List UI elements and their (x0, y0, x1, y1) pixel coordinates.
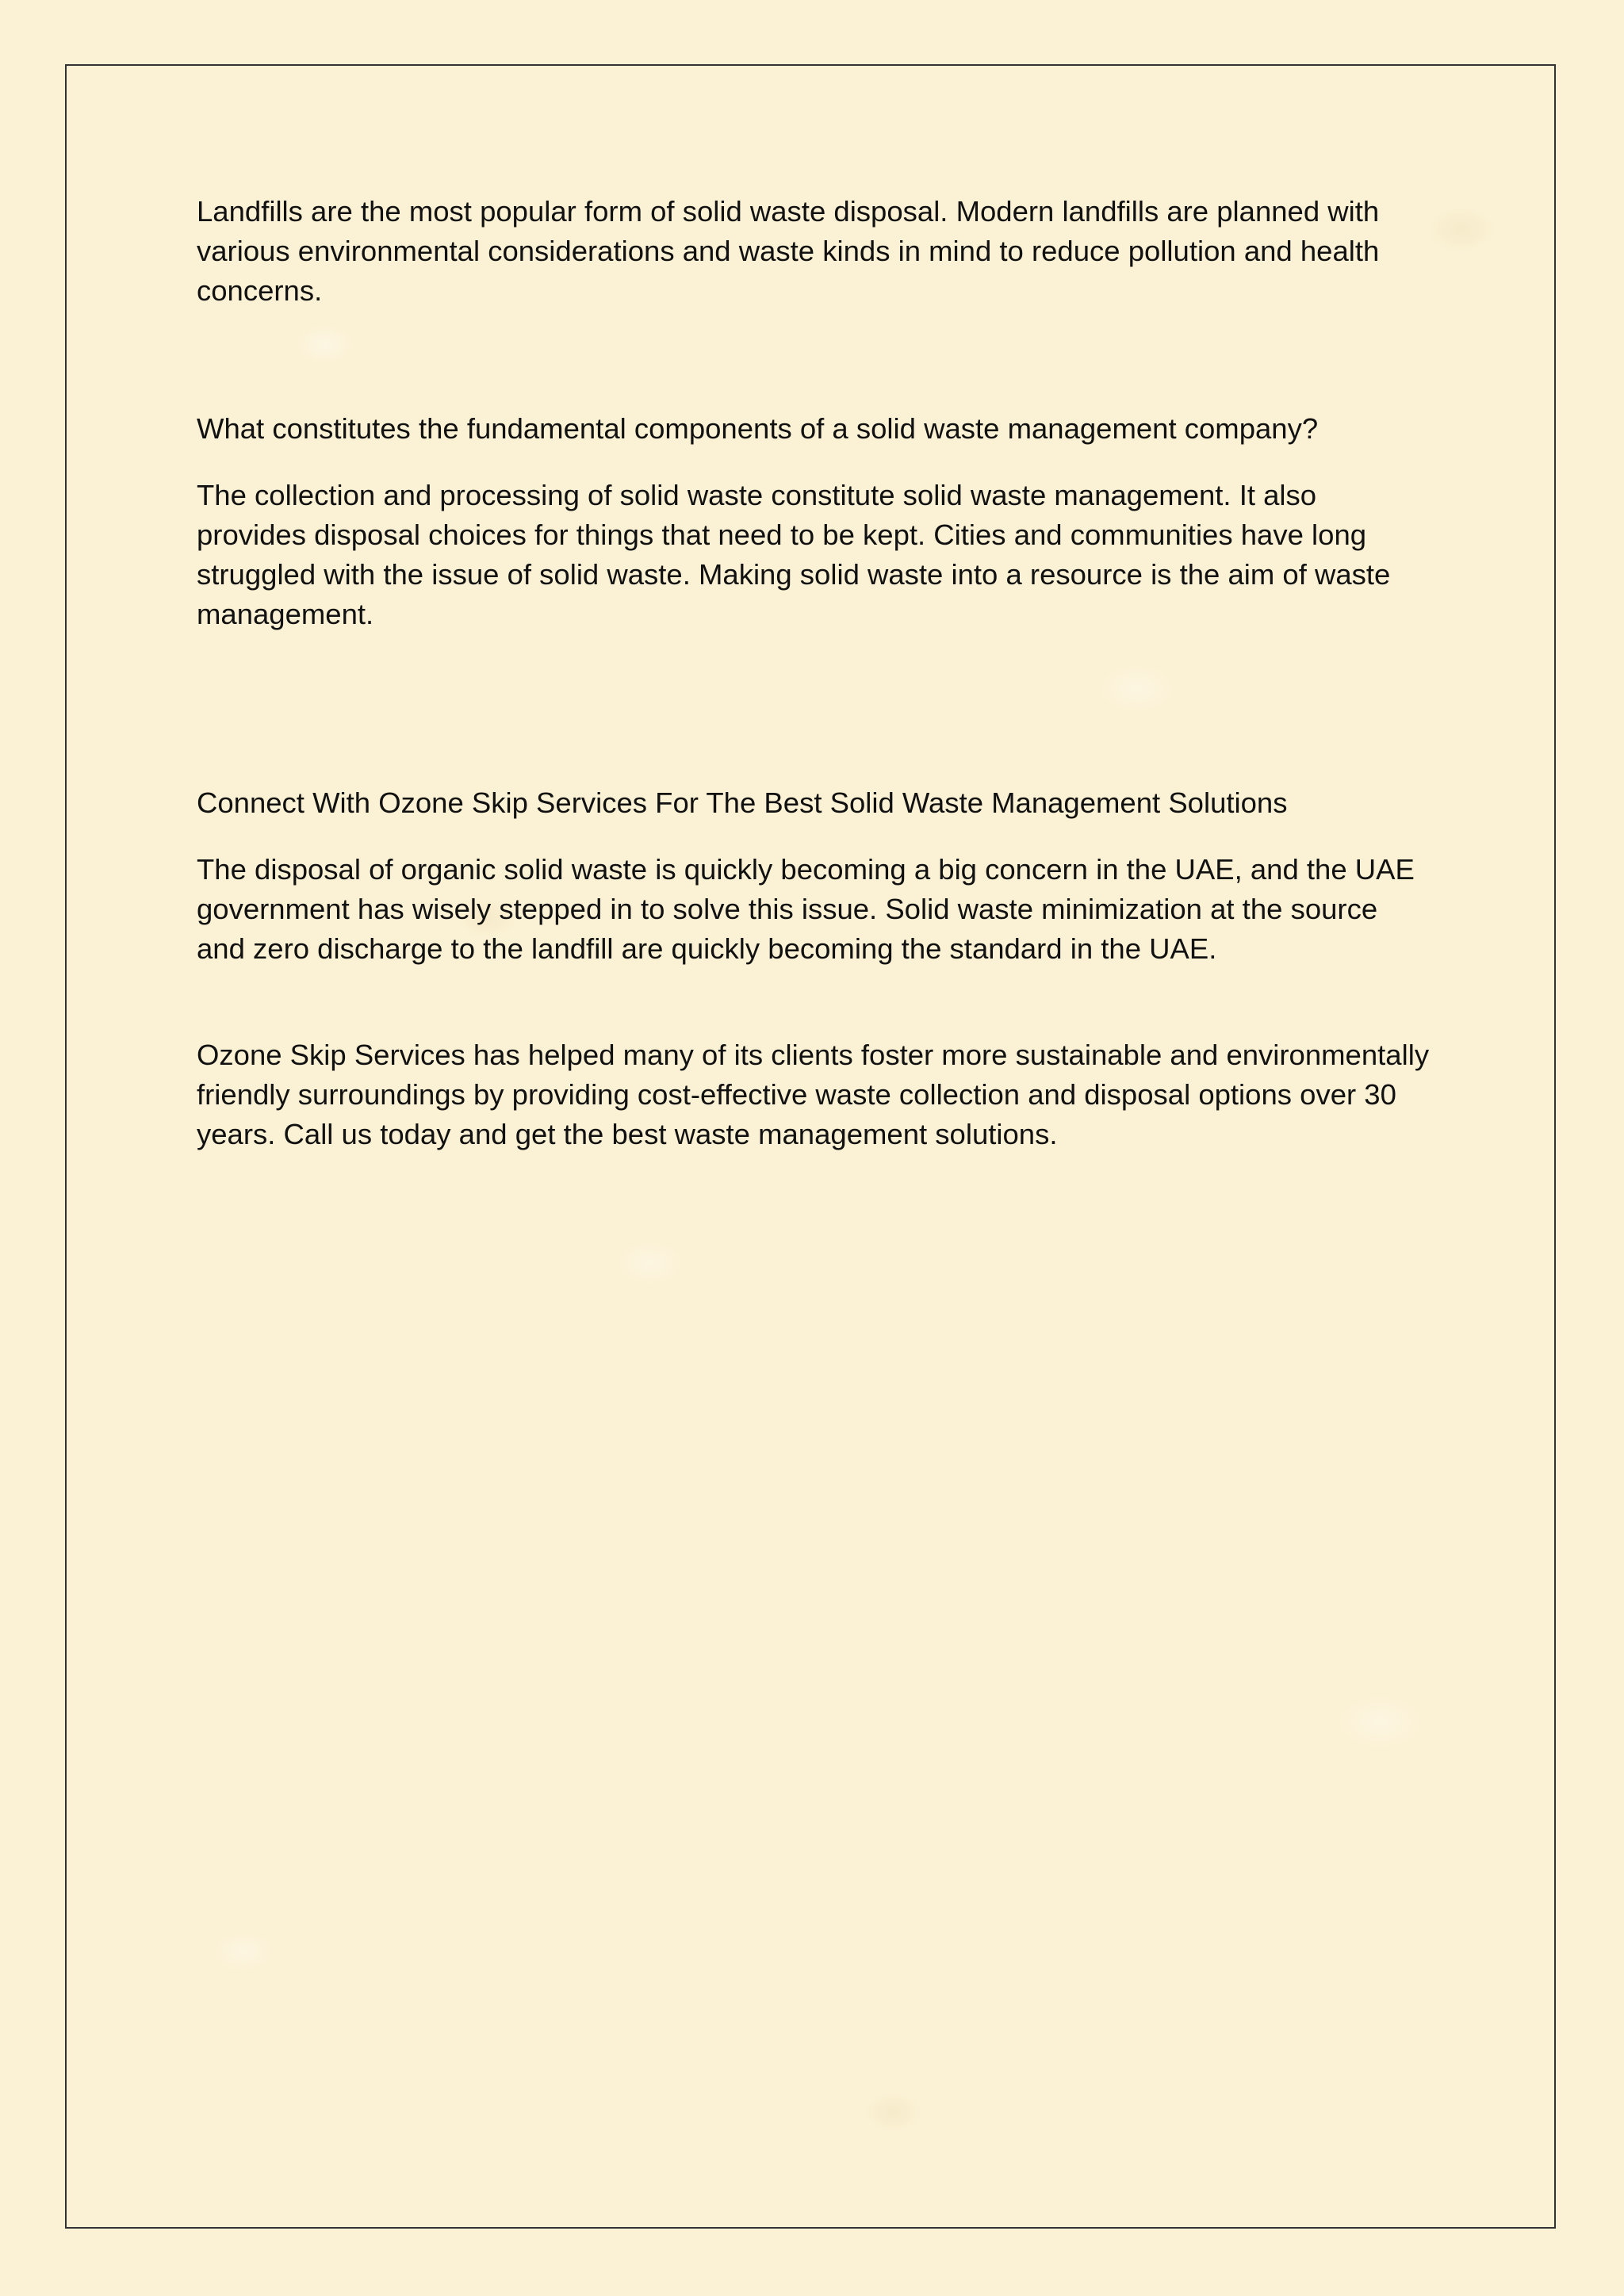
paragraph-landfills: Landfills are the most popular form of solid waste disposal. Modern landfills are planned with various environmental considerations and waste kinds in mind to reduce pollution and health concerns. (197, 195, 1380, 307)
paragraph-components: The collection and processing of solid waste constitute solid waste management. It also provides disposal choices for things that need to be kept. Cities and communities have long struggled with the issue of solid waste. Making solid waste into a resource is the aim of waste management. (197, 479, 1391, 630)
paragraph-ozone: Ozone Skip Services has helped many of its clients foster more sustainable and environmentally friendly surroundings by providing cost-effective waste collection and disposal options over 30 years. Call us today and get the best waste management solutions. (197, 1039, 1430, 1150)
heading-components: What constitutes the fundamental components of a solid waste management company? (197, 412, 1319, 445)
paragraph-uae: The disposal of organic solid waste is quickly becoming a big concern in the UAE, and the UAE government has wisely stepped in to solve this issue. Solid waste minimization at the source and zero discharge to the landfill are quickly becoming the standard in the UAE. (197, 853, 1415, 965)
heading-connect: Connect With Ozone Skip Services For The Best Solid Waste Management Solutions (197, 786, 1288, 819)
document-body (197, 192, 1434, 1154)
